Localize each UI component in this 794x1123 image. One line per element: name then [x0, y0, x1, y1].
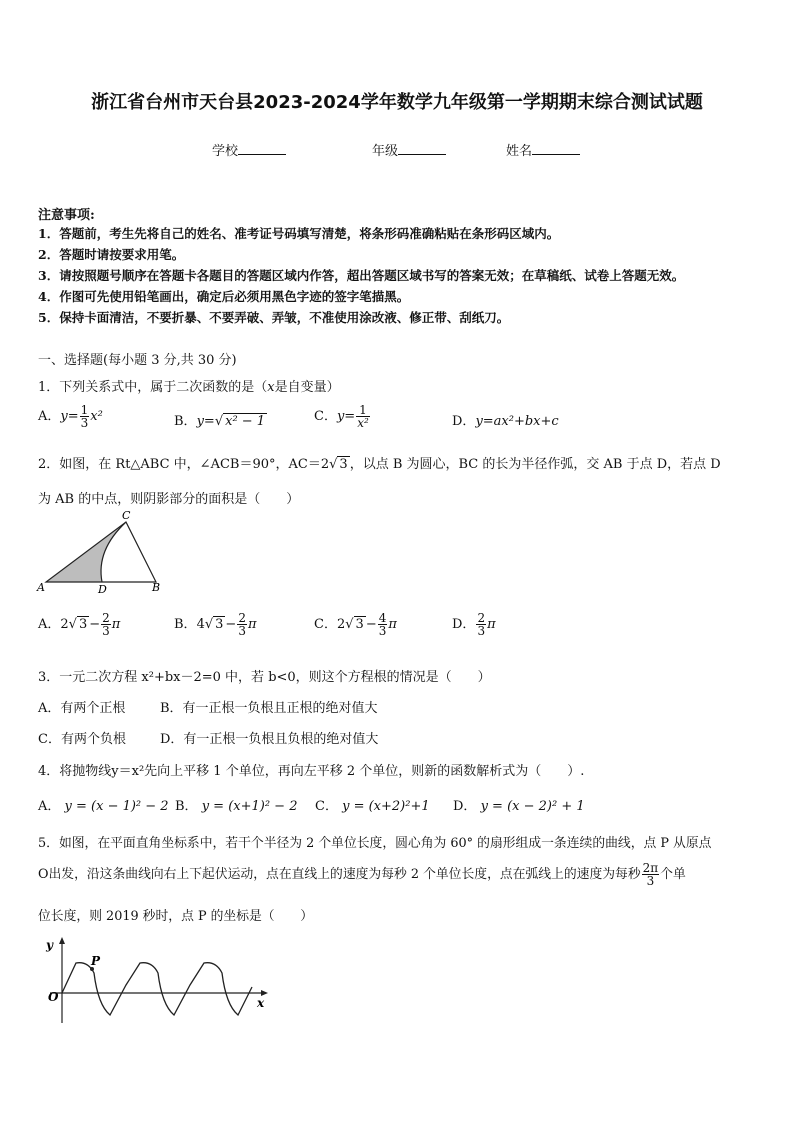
option-label: C． — [315, 799, 338, 814]
q3-option-d: D．有一正根一负根且负根的绝对值大 — [160, 732, 379, 747]
q5-wave-figure — [40, 935, 272, 1027]
numerator: 4 — [378, 611, 387, 625]
name-blank — [532, 142, 580, 155]
denominator: 3 — [238, 624, 246, 638]
radicand: 3 — [339, 457, 348, 472]
q2-stem-text-end: ，以点 B 为圆心，BC 的长为半径作弧，交 AB 于点 D，若点 D — [349, 457, 721, 472]
q1-stem-variable: x — [267, 380, 275, 395]
q4-option-b — [175, 795, 297, 814]
q3-option-b: B．有一正根一负根且正根的绝对值大 — [160, 701, 378, 716]
numerator: 1 — [80, 403, 89, 417]
numerator: 1 — [356, 404, 370, 417]
option-label: A． — [38, 799, 61, 814]
formula-text: x² — [90, 409, 103, 424]
label-c: C — [122, 510, 131, 522]
note-item-1: 1．答题前，考生先将自己的姓名、准考证号码填写清楚，将条形码准确粘贴在条形码区域内。 — [38, 226, 560, 241]
denominator: 3 — [378, 624, 387, 638]
formula-text: y = (x+2)²+1 — [342, 799, 430, 814]
radicand: x² − 1 — [225, 414, 266, 429]
q1-stem-text-end: 是自变量） — [274, 380, 340, 395]
label-d: D — [98, 583, 107, 596]
formula-text: y = (x − 2)² + 1 — [480, 799, 585, 814]
numerator: 2 — [238, 611, 246, 625]
radicand: 3 — [78, 617, 88, 632]
fraction — [642, 862, 660, 887]
label-a: A — [37, 581, 45, 594]
coefficient: 2 — [336, 617, 346, 632]
fraction — [476, 612, 486, 637]
fraction — [101, 612, 111, 637]
note-item-2: 2．答题时请按要求用笔。 — [38, 247, 185, 262]
radicand: 3 — [355, 617, 364, 632]
section-heading: 一、选择题(每小题 3 分,共 30 分) — [38, 353, 237, 368]
sqrt-sign: √ — [204, 617, 214, 632]
grade-field — [372, 140, 446, 159]
fraction — [237, 612, 247, 637]
numerator: 2 — [477, 611, 486, 625]
q2-option-d — [452, 612, 496, 637]
q1-stem-text: 1．下列关系式中，属于二次函数的是（ — [38, 380, 268, 395]
question-4-stem: 4．将抛物线y＝x²先向上平移 1 个单位，再向左平移 2 个单位，则新的函数解析式为（ ）. — [38, 764, 585, 779]
option-label: B． — [175, 799, 198, 814]
q4-option-d — [453, 795, 585, 814]
minus-sign: − — [225, 617, 237, 632]
fraction — [80, 404, 90, 429]
sqrt-sign: √ — [345, 617, 354, 632]
notes-heading: 注意事项: — [38, 208, 95, 223]
question-3-stem: 3．一元二次方程 x²+bx－2=0 中，若 b<0，则这个方程根的情况是（ ） — [38, 670, 491, 685]
option-label: C． — [314, 617, 337, 632]
question-1-stem — [38, 376, 340, 395]
label-o: O — [48, 990, 59, 1004]
q4-option-a — [38, 795, 169, 814]
question-5-stem-line-1: 5．如图，在平面直角坐标系中，若干个半径为 2 个单位长度，圆心角为 60° 的扇形组成一条连续的曲线，点 P 从原点 — [38, 836, 712, 851]
grade-blank — [398, 142, 446, 155]
label-p: P — [91, 954, 101, 968]
pi-symbol: π — [487, 617, 496, 632]
fraction — [356, 404, 370, 429]
formula-text: y= — [60, 409, 79, 424]
q1-option-a — [38, 404, 103, 429]
q3-option-a: A．有两个正根 — [38, 701, 126, 716]
option-label: B． — [174, 414, 197, 429]
formula-text: y=ax²+bx+c — [475, 414, 559, 429]
q1-option-c — [314, 404, 371, 429]
name-label: 姓名 — [506, 144, 533, 159]
q2-option-a — [38, 612, 120, 637]
option-label: D． — [452, 617, 476, 632]
denominator: 3 — [80, 416, 89, 430]
numerator: 2π — [642, 861, 659, 875]
page-title: 浙江省台州市天台县2023-2024学年数学九年级第一学期期末综合测试试题 — [91, 92, 703, 113]
fraction — [378, 612, 388, 637]
option-label: C． — [314, 409, 337, 424]
sqrt-sign: √ — [68, 617, 77, 632]
denominator: x² — [357, 416, 369, 430]
option-label: D． — [452, 414, 476, 429]
question-2-stem-line-2: 为 AB 的中点，则阴影部分的面积是（ ） — [38, 492, 300, 507]
formula-text: y= — [196, 414, 215, 429]
q2-stem-text: 2．如图，在 Rt△ABC 中，∠ACB＝90°，AC＝2 — [38, 457, 330, 472]
y-axis-arrow — [59, 937, 65, 944]
coefficient: 4 — [196, 617, 205, 632]
school-field — [212, 140, 286, 159]
minus-sign: − — [89, 617, 101, 632]
note-item-4: 4．作图可先使用铅笔画出，确定后必须用黑色字迹的签字笔描黑。 — [38, 289, 410, 304]
wave-curve — [62, 963, 252, 1015]
option-label: A． — [38, 617, 61, 632]
pi-symbol: π — [388, 617, 397, 632]
q4-option-c — [315, 795, 430, 814]
school-blank — [238, 142, 286, 155]
denominator: 3 — [477, 624, 486, 638]
pi-symbol: π — [247, 617, 257, 632]
q5-stem-text-end: 个单 — [660, 867, 686, 882]
pi-symbol: π — [111, 617, 121, 632]
q2-triangle-figure — [34, 510, 164, 596]
name-field — [506, 140, 580, 159]
label-x: x — [257, 996, 265, 1010]
denominator: 3 — [102, 624, 110, 638]
sqrt-sign: √ — [214, 414, 224, 429]
grade-label: 年级 — [372, 144, 399, 159]
minus-sign: − — [365, 617, 377, 632]
sqrt-sign: √ — [329, 457, 338, 472]
formula-text: y = (x+1)² − 2 — [201, 799, 298, 814]
q1-option-d — [452, 410, 559, 429]
coefficient: 2 — [60, 617, 69, 632]
school-label: 学校 — [212, 144, 239, 159]
label-y: y — [46, 938, 53, 952]
option-label: B． — [174, 617, 197, 632]
numerator: 2 — [102, 611, 110, 625]
option-label: A． — [38, 409, 61, 424]
note-item-3: 3．请按照题号顺序在答题卡各题目的答题区域内作答，超出答题区域书写的答案无效；在草稿纸、试卷上答题无效。 — [38, 268, 685, 283]
question-2-stem-line-1 — [38, 453, 721, 472]
option-label: D． — [453, 799, 477, 814]
q2-option-b — [174, 612, 257, 637]
q2-option-c — [314, 612, 397, 637]
radicand: 3 — [215, 617, 224, 632]
q3-option-c: C．有两个负根 — [38, 732, 126, 747]
denominator: 3 — [646, 874, 655, 888]
q1-option-b — [174, 410, 267, 429]
label-b: B — [152, 581, 161, 594]
formula-text: y = (x − 1)² − 2 — [64, 799, 169, 814]
note-item-5: 5．保持卡面清洁，不要折暴、不要弄破、弄皱，不准使用涂改液、修正带、刮纸刀。 — [38, 310, 510, 325]
question-5-stem-line-2 — [38, 862, 686, 887]
q5-stem-text: O出发，沿这条曲线向右上下起伏运动，点在直线上的速度为每秒 2 个单位长度，点在弧线上的速度为每秒 — [38, 867, 641, 882]
formula-text: y= — [336, 409, 356, 424]
question-5-stem-line-3: 位长度，则 2019 秒时，点 P 的坐标是（ ） — [38, 909, 313, 924]
